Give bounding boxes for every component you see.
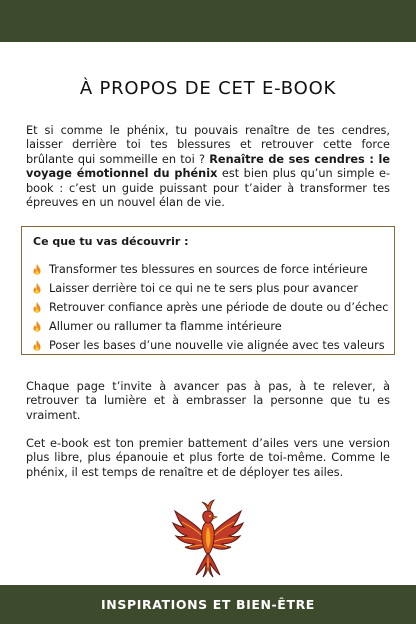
list-item-text: Transformer tes blessures en sources de force intérieure xyxy=(49,263,368,276)
page-title: À PROPOS DE CET E-BOOK xyxy=(79,78,337,99)
fire-icon xyxy=(30,263,44,277)
top-band xyxy=(0,0,416,42)
list-item xyxy=(30,260,388,279)
intro-book-title: Renaître de ses cendres : le voyage émotionnel du phénix xyxy=(26,152,390,181)
discover-heading: Ce que tu vas découvrir : xyxy=(33,235,189,248)
list-item xyxy=(30,336,388,355)
list-item-text: Laisser derrière toi ce qui ne te sers plus pour avancer xyxy=(49,282,358,295)
fire-icon xyxy=(30,282,44,296)
intro-text-2: est bien plus qu’un simple e-book : c’est un guide puissant pour t’aider à transformer tes épreuves en un nouvel élan de vie. xyxy=(26,167,390,210)
phoenix-logo xyxy=(172,497,244,579)
list-item-text: Retrouver confiance après une période de doute ou d’échec xyxy=(49,301,389,314)
list-item xyxy=(30,279,388,298)
footer-text: INSPIRATIONS ET BIEN-ÊTRE xyxy=(101,597,315,612)
list-item-text: Allumer ou rallumer ta flamme intérieure xyxy=(49,320,282,333)
paragraph-wings: Cet e-book est ton premier battement d’ailes vers une version plus libre, plus épanouie et plus forte de toi-même. Comme le phénix, il est temps de renaître et de déployer tes ailes. xyxy=(26,437,390,479)
list-item xyxy=(30,298,388,317)
paragraph-steps: Chaque page t’invite à avancer pas à pas, à te relever, à retrouver ta lumière et à embrasser la personne que tu es vraiment. xyxy=(26,380,390,422)
fire-icon xyxy=(30,301,44,315)
list-item-text: Poser les bases d’une nouvelle vie alignée avec tes valeurs xyxy=(49,339,385,352)
footer-band xyxy=(0,585,416,624)
intro-paragraph xyxy=(26,124,390,210)
discover-box xyxy=(21,226,395,355)
intro-text-1: Et si comme le phénix, tu pouvais renaître de tes cendres, laisser derrière toi tes blessures et retrouver cette force brûlante qui sommeille en toi ? xyxy=(26,124,390,166)
list-item xyxy=(30,317,388,336)
discover-list xyxy=(30,260,388,355)
fire-icon xyxy=(30,320,44,334)
fire-icon xyxy=(30,339,44,353)
